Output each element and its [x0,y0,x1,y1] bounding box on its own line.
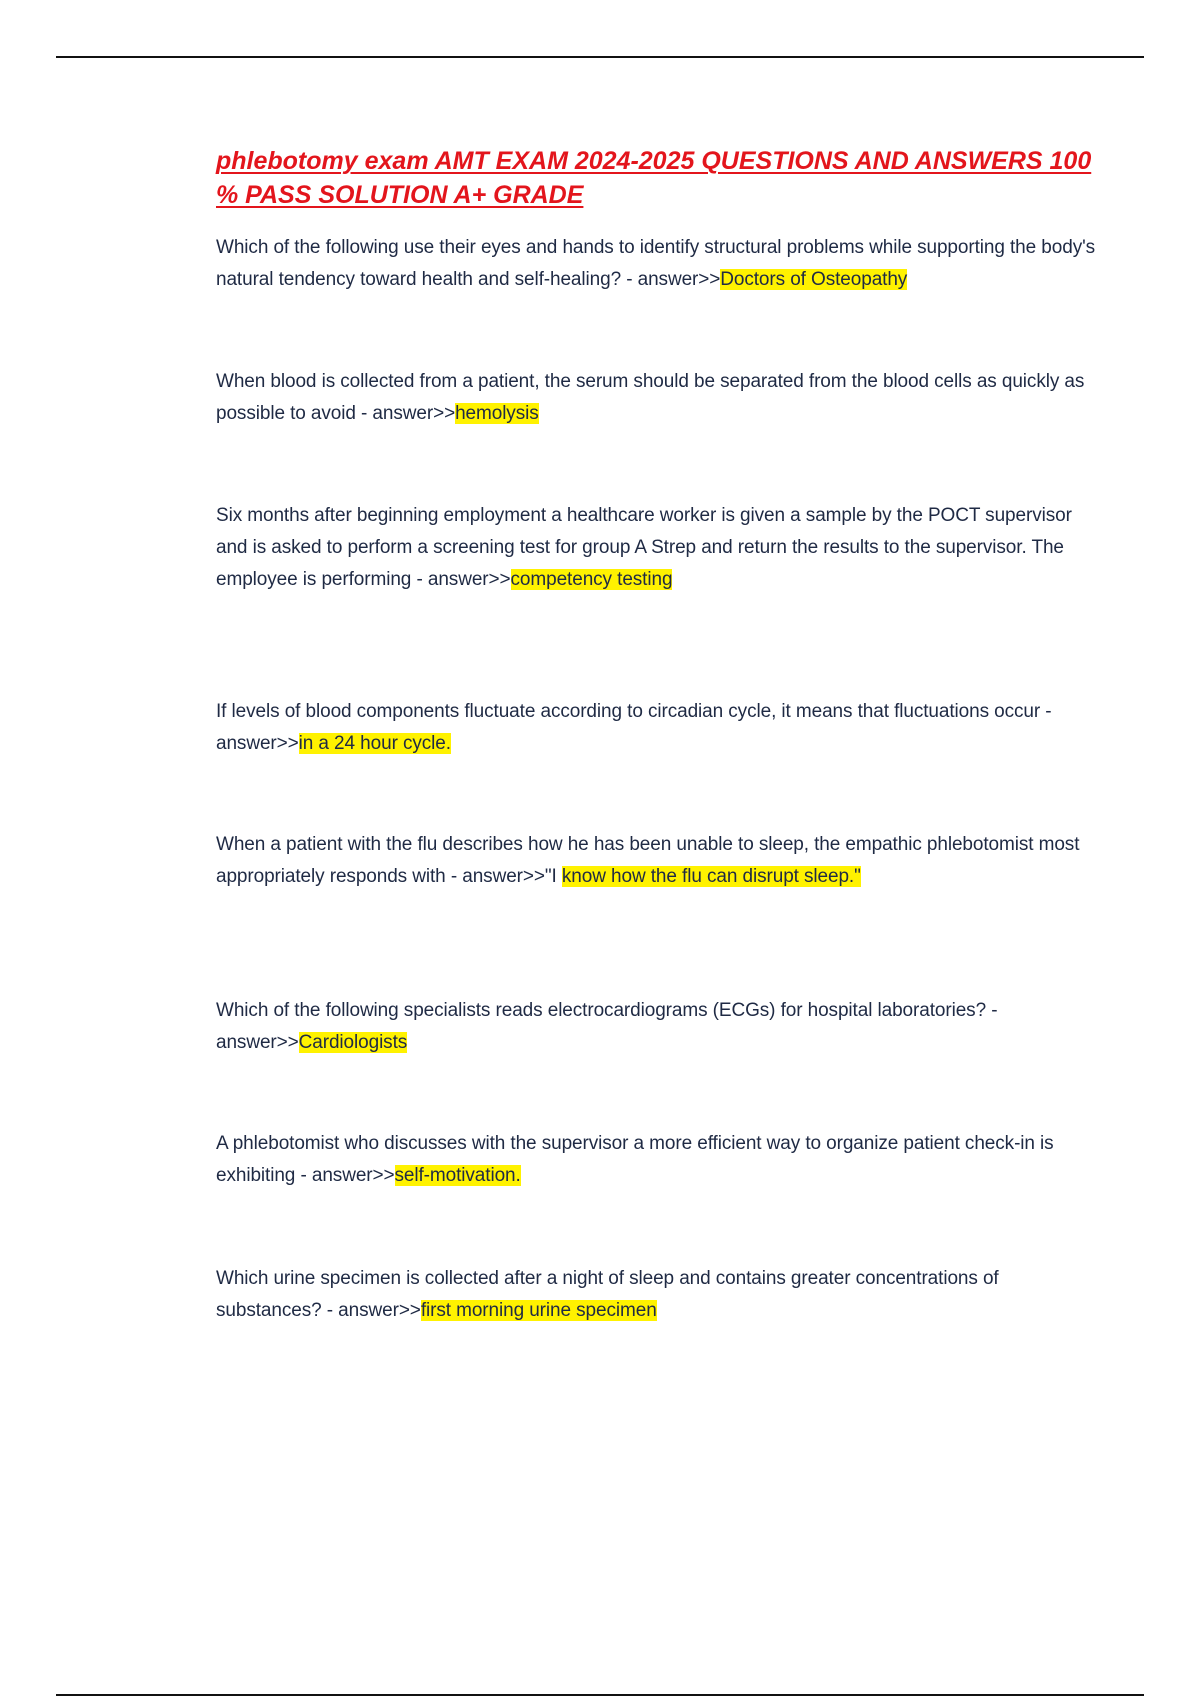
question-text: Which urine specimen is collected after a night of sleep and contains greater concentrations of substances? - answer>> [216,1268,999,1321]
question-text: When a patient with the flu describes how he has been unable to sleep, the empathic phlebotomist most appropriately responds with - answer>>"I [216,834,1080,887]
qa-item [216,696,1096,760]
question-text: Six months after beginning employment a healthcare worker is given a sample by the POCT supervisor and is asked to perform a screening test for group A Strep and return the results to the supervisor. The employee is performing - answer>> [216,505,1072,590]
qa-item [216,1128,1096,1192]
question-text: A phlebotomist who discusses with the supervisor a more efficient way to organize patient check-in is exhibiting - answer>> [216,1133,1054,1186]
answer-highlight: in a 24 hour cycle. [298,733,451,754]
question-text: When blood is collected from a patient, the serum should be separated from the blood cells as quickly as possible to avoid - answer>> [216,371,1085,424]
question-text: Which of the following use their eyes and hands to identify structural problems while supporting the body's natural tendency toward health and self-healing? - answer>> [216,237,1096,290]
footer-rule [56,1694,1144,1696]
question-text: If levels of blood components fluctuate according to circadian cycle, it means that fluctuations occur - answer>> [216,701,1052,754]
qa-item [216,1263,1096,1327]
qa-item [216,829,1096,893]
qa-item [216,995,1096,1059]
answer-highlight: hemolysis [455,403,539,424]
question-text: Which of the following specialists reads electrocardiograms (ECGs) for hospital laboratories? - answer>> [216,1000,998,1053]
answer-highlight: Doctors of Osteopathy [720,269,908,290]
answer-highlight: Cardiologists [298,1032,408,1053]
answer-highlight: competency testing [510,569,673,590]
answer-highlight: know how the flu can disrupt sleep." [561,866,861,887]
header-rule [56,56,1144,58]
qa-item [216,232,1096,296]
document-title: phlebotomy exam AMT EXAM 2024-2025 QUESTIONS AND ANSWERS 100 % PASS SOLUTION A+ GRADE [216,147,1092,209]
answer-highlight: first morning urine specimen [420,1300,657,1321]
qa-item [216,500,1096,596]
qa-item [216,366,1096,430]
answer-highlight: self-motivation. [394,1165,521,1186]
